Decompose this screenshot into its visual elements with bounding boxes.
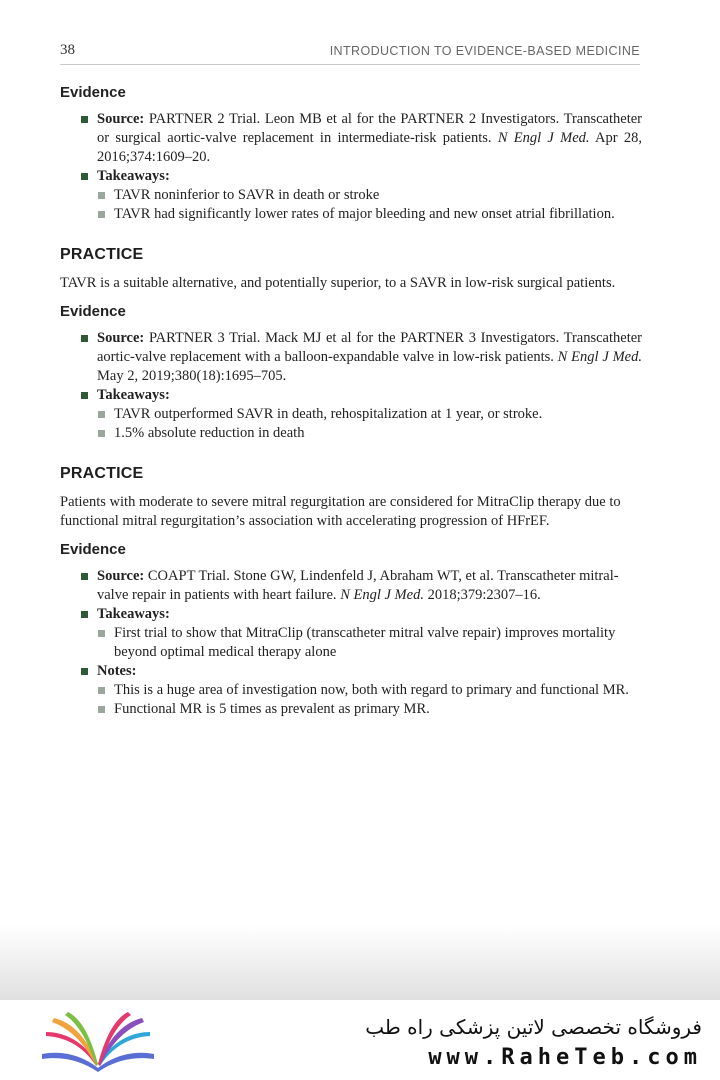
- source-journal: N Engl J Med.: [557, 349, 642, 365]
- bullet-square-icon: [81, 611, 88, 618]
- evidence-heading: Evidence: [60, 541, 126, 558]
- practice-section-mitraclip: [60, 463, 642, 719]
- shop-name: فروشگاه تخصصی لاتین پزشکی راه طب: [365, 1015, 702, 1039]
- takeaway-text: TAVR noninferior to SAVR in death or stroke: [114, 187, 380, 203]
- source-label: Source:: [97, 111, 145, 127]
- source-item: [60, 110, 642, 167]
- evidence-heading: Evidence: [60, 303, 126, 320]
- source-citation: PARTNER 2 Trial. Leon MB et al for the PARTNER 2 Investigators. Transcatheter or surgical aortic-valve replacement in intermediate-risk patients.: [97, 111, 642, 146]
- practice-section-tavr-low-risk: [60, 244, 642, 443]
- page-bottom-shadow: [0, 925, 720, 1005]
- running-header: [60, 42, 640, 65]
- note-text: Functional MR is 5 times as prevalent as primary MR.: [114, 701, 430, 717]
- takeaways-list: [97, 624, 642, 662]
- takeaway-item: [97, 424, 642, 443]
- bullet-square-icon: [81, 392, 88, 399]
- takeaway-item: [97, 624, 642, 662]
- source-volume: May 2, 2019;380(18):1695–705.: [97, 368, 287, 384]
- open-book-logo-icon: [38, 1010, 158, 1072]
- takeaways-list: [97, 405, 642, 443]
- takeaway-text: 1.5% absolute reduction in death: [114, 425, 305, 441]
- page-number: 38: [60, 42, 75, 58]
- source-label: Source:: [97, 330, 145, 346]
- sub-bullet-square-icon: [98, 430, 105, 437]
- takeaways-item: [60, 167, 642, 224]
- evidence-section-partner2: [60, 82, 642, 224]
- source-item: [60, 329, 642, 386]
- takeaways-label: Takeaways:: [97, 168, 170, 184]
- takeaways-label: Takeaways:: [97, 606, 170, 622]
- takeaways-item: [60, 386, 642, 443]
- running-title: INTRODUCTION TO EVIDENCE-BASED MEDICINE: [329, 44, 640, 58]
- takeaways-label: Takeaways:: [97, 387, 170, 403]
- sub-bullet-square-icon: [98, 630, 105, 637]
- source-citation: COAPT Trial. Stone GW, Lindenfeld J, Abraham WT, et al. Transcatheter mitral-valve repair in patients with heart failure.: [97, 568, 619, 603]
- takeaway-text: TAVR outperformed SAVR in death, rehospitalization at 1 year, or stroke.: [114, 406, 543, 422]
- bullet-square-icon: [81, 116, 88, 123]
- source-label: Source:: [97, 568, 145, 584]
- practice-heading: PRACTICE: [60, 465, 144, 482]
- note-item: [97, 681, 642, 700]
- source-citation: PARTNER 3 Trial. Mack MJ et al for the PARTNER 3 Investigators. Transcatheter aortic-valve replacement with a balloon-expandable valve in low-risk patients.: [97, 330, 642, 365]
- practice-text: Patients with moderate to severe mitral regurgitation are considered for MitraClip therapy due to functional mitral regurgitation’s association with accelerating progression of HFrEF.: [60, 494, 621, 529]
- bullet-square-icon: [81, 573, 88, 580]
- sub-bullet-square-icon: [98, 687, 105, 694]
- evidence-heading: Evidence: [60, 84, 126, 101]
- watermark-footer: [0, 1000, 720, 1080]
- note-text: This is a huge area of investigation now, both with regard to primary and functional MR.: [114, 682, 629, 698]
- website-url[interactable]: www.RaheTeb.com: [428, 1045, 702, 1070]
- sub-bullet-square-icon: [98, 411, 105, 418]
- note-item: [97, 700, 642, 719]
- notes-label: Notes:: [97, 663, 137, 679]
- takeaway-text: First trial to show that MitraClip (transcatheter mitral valve repair) improves mortality beyond optimal medical therapy alone: [114, 625, 616, 660]
- practice-text: TAVR is a suitable alternative, and potentially superior, to a SAVR in low-risk surgical patients.: [60, 275, 616, 291]
- source-volume: Apr 28, 2016;374:1609–20.: [97, 130, 642, 165]
- takeaways-item: [60, 605, 642, 662]
- takeaways-list: [97, 186, 642, 224]
- notes-list: [97, 681, 642, 719]
- evidence-list: [60, 567, 642, 719]
- evidence-list: [60, 110, 642, 224]
- sub-bullet-square-icon: [98, 706, 105, 713]
- takeaway-item: [97, 205, 642, 224]
- source-journal: N Engl J Med.: [497, 130, 590, 146]
- takeaway-text: TAVR had significantly lower rates of major bleeding and new onset atrial fibrillation.: [114, 206, 615, 222]
- takeaway-item: [97, 405, 642, 424]
- practice-heading: PRACTICE: [60, 246, 144, 263]
- page-content: [60, 82, 642, 739]
- notes-item: [60, 662, 642, 719]
- sub-bullet-square-icon: [98, 192, 105, 199]
- takeaway-item: [97, 186, 642, 205]
- bullet-square-icon: [81, 335, 88, 342]
- bullet-square-icon: [81, 173, 88, 180]
- source-item: [60, 567, 642, 605]
- sub-bullet-square-icon: [98, 211, 105, 218]
- evidence-list: [60, 329, 642, 443]
- source-volume: 2018;379:2307–16.: [427, 587, 541, 603]
- source-journal: N Engl J Med.: [340, 587, 424, 603]
- bullet-square-icon: [81, 668, 88, 675]
